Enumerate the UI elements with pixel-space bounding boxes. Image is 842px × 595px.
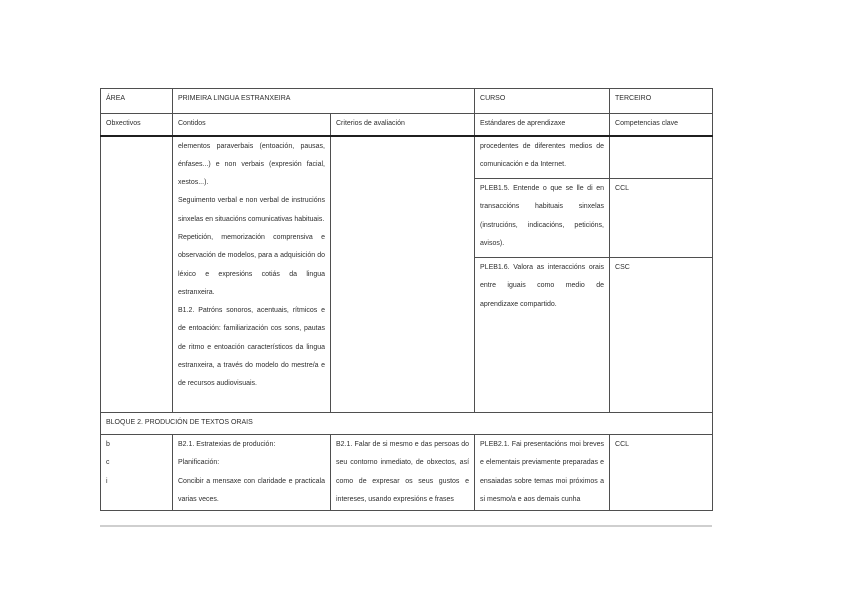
content-paragraph: elementos paraverbais (entoación, pausas, énfases...) e non verbais (expresión facial, xestos...). (178, 142, 325, 187)
column-header-label: Competencias clave (615, 120, 679, 127)
standard-paragraph: PLEB2.1. Fai presentacións moi breves e elementais previamente preparadas e ensaiadas sobre temas moi próximos a si mesmo/a e aos demais cunha (480, 441, 605, 503)
competency-code: CSC (615, 264, 630, 271)
course-value-cell (610, 89, 713, 114)
block2-title-row (101, 413, 713, 435)
column-header-label: Obxectivos (106, 120, 141, 127)
column-header-label: Estándares de aprendizaxe (480, 120, 566, 127)
standard-paragraph: procedentes de diferentes medios de comunicación e da Internet. (480, 142, 605, 168)
competency-cell (610, 258, 713, 413)
block2-standards-cell (475, 435, 610, 511)
content-paragraph: Repetición, memorización comprensiva e observación de modelos, para a adquisición do léxico e expresións cotiás da lingua estranxeira. (178, 233, 325, 296)
standard-paragraph: PLEB1.6. Valora as interaccións orais entre iguais como medio de aprendizaxe compartido. (480, 264, 605, 308)
block2-contents-cell (173, 435, 331, 511)
block2-objectives-list (106, 436, 167, 508)
column-header-standards (475, 114, 610, 136)
standard-text (480, 138, 604, 177)
area-value-cell (173, 89, 475, 114)
page-break-line (100, 525, 712, 527)
block2-contents-text (178, 436, 325, 508)
block1-row-a (101, 136, 713, 179)
curriculum-table (100, 88, 713, 511)
block1-contents-cell (173, 136, 331, 413)
standard-cell (475, 136, 610, 179)
block2-content-row (101, 435, 713, 511)
content-paragraph: Concibir a mensaxe con claridade e practicala varias veces. (178, 477, 325, 503)
objective-letter: i (106, 477, 108, 485)
content-paragraph: Planificación: (178, 459, 220, 467)
objective-letter: b (106, 441, 110, 448)
area-label: ÁREA (106, 95, 126, 102)
column-header-contents (173, 114, 331, 136)
standard-text (480, 259, 604, 409)
content-paragraph: B2.1. Estratexias de produción: (178, 441, 276, 448)
block2-criteria-cell (331, 435, 475, 511)
block2-competency-cell (610, 435, 713, 511)
course-label-cell (475, 89, 610, 114)
competency-cell (610, 179, 713, 258)
standard-cell (475, 258, 610, 413)
competency-cell (610, 136, 713, 179)
course-value: TERCEIRO (615, 95, 652, 102)
block2-objectives-cell (101, 435, 173, 511)
column-header-criteria (331, 114, 475, 136)
block1-contents-text (178, 138, 325, 411)
course-label: CURSO (480, 95, 506, 102)
header-row-1 (101, 89, 713, 114)
block1-objectives-cell (101, 136, 173, 413)
area-label-cell (101, 89, 173, 114)
competency-code: CCL (615, 185, 630, 192)
standard-paragraph: PLEB1.5. Entende o que se lle di en transaccións habituais sinxelas (instrucións, indicacións, peticións, avisos). (480, 185, 605, 247)
block2-standards-text (480, 436, 604, 508)
block2-title: BLOQUE 2. PRODUCIÓN DE TEXTOS ORAIS (106, 419, 253, 426)
document-page (100, 88, 712, 511)
standard-text (480, 180, 604, 255)
content-paragraph: B1.2. Patróns sonoros, acentuais, rítmicos e de entoación: familiarización cos sons, pautas de ritmo e entoación característicos da lingua estranxeira, a través do modelo do mestre/a e de recursos audiovisuais. (178, 307, 325, 388)
objective-letter: c (106, 459, 110, 467)
column-header-competencies (610, 114, 713, 136)
block2-criteria-text (336, 436, 469, 508)
block2-title-cell (101, 413, 713, 435)
block1-criteria-cell (331, 136, 475, 413)
competency-code: CCL (615, 441, 630, 448)
criteria-paragraph: B2.1. Falar de si mesmo e das persoas do seu contorno inmediato, de obxectos, así como de expresar os seus gustos e intereses, usando expresións e frases (336, 441, 470, 503)
column-header-label: Criterios de avaliación (336, 120, 405, 127)
column-header-label: Contidos (178, 120, 206, 127)
content-paragraph: Seguimento verbal e non verbal de instrucións sinxelas en situacións comunicativas habituais. (178, 197, 325, 223)
area-value: PRIMEIRA LINGUA ESTRANXEIRA (178, 95, 291, 102)
standard-cell (475, 179, 610, 258)
column-header-objectives (101, 114, 173, 136)
header-row-2 (101, 114, 713, 136)
